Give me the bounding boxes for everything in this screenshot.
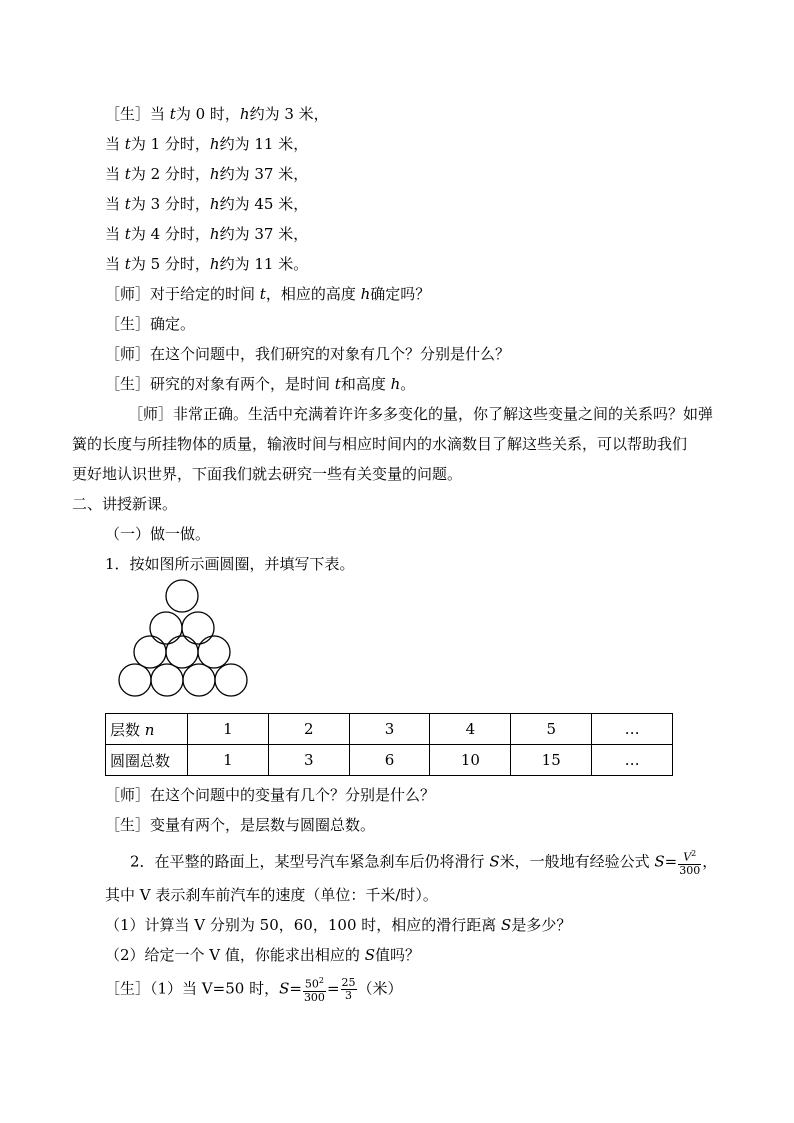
- text-line: 当 t为 5 分时，h约为 11 米。: [105, 255, 309, 273]
- text-line: 当 t为 3 分时，h约为 45 米，: [105, 195, 309, 213]
- velocity-note: 其中 V 表示刹车前汽车的速度（单位：千米/时）。: [105, 886, 438, 904]
- answer-fraction-2: $\frac{25}{3}$: [341, 975, 356, 1002]
- table-cell: 4: [430, 714, 511, 745]
- table-cell: …: [592, 714, 673, 745]
- text-line: ［师］对于给定的时间 t，相应的高度 h确定吗？: [105, 285, 431, 303]
- text-line: 当 t为 4 分时，h约为 37 米，: [105, 225, 309, 243]
- text-line: 1．按如图所示画圆圈，并填写下表。: [105, 555, 355, 573]
- table-cell: 10: [430, 745, 511, 776]
- text-line: ［师］非常正确。生活中充满着许许多多变化的量，你了解这些变量之间的关系吗？如弹: [128, 405, 714, 423]
- formula-fraction: $\frac{V^2}{300}$: [679, 849, 701, 877]
- text-line: 二、讲授新课。: [72, 495, 178, 513]
- answer-fraction-1: $\frac{50^2}{300}$: [303, 976, 325, 1004]
- table-row: [106, 745, 673, 776]
- text-line: 当 t为 1 分时，h约为 11 米，: [105, 135, 309, 153]
- layers-table: [105, 713, 673, 776]
- student-answer: ［生］变量有两个，是层数与圆圈总数。: [105, 816, 376, 834]
- teacher-question: ［师］在这个问题中的变量有几个？分别是什么？: [105, 786, 436, 804]
- table-cell: …: [592, 745, 673, 776]
- text-line: ［生］研究的对象有两个，是时间 t和高度 h。: [105, 375, 416, 393]
- table-cell: 6: [349, 745, 430, 776]
- circle: [151, 664, 183, 696]
- table-cell: 3: [268, 745, 349, 776]
- table-cell: 3: [349, 714, 430, 745]
- table-cell: 5: [511, 714, 592, 745]
- row-header: 圆圈总数: [106, 745, 188, 776]
- circle: [166, 580, 198, 612]
- table-cell: 1: [188, 714, 269, 745]
- circle: [183, 664, 215, 696]
- text-line: ［生］当 t为 0 时，h约为 3 米，: [105, 105, 329, 123]
- circle: [215, 664, 247, 696]
- table-cell: 1: [188, 745, 269, 776]
- text-line: ［生］确定。: [105, 315, 196, 333]
- circle: [150, 612, 182, 644]
- circle: [119, 664, 151, 696]
- circle: [198, 636, 230, 668]
- text-line: 更好地认识世界，下面我们就去研究一些有关变量的问题。: [72, 465, 463, 483]
- answer-1: ［生］（1）当 V=50 时，S= $\frac{50^2}{300}$ = $\frac{25}{3}$ （米）: [105, 975, 403, 1004]
- text-line: ［师］在这个问题中，我们研究的对象有几个？分别是什么？: [105, 345, 511, 363]
- row-header: 层数 n: [106, 714, 188, 745]
- question-1: （1）计算当 V 分别为 50，60，100 时，相应的滑行距离 S是多少？: [105, 916, 572, 934]
- circle: [182, 612, 214, 644]
- table-row: [106, 714, 673, 745]
- circle: [134, 636, 166, 668]
- problem-2: 2．在平整的路面上，某型号汽车紧急刹车后仍将滑行 S米，一般地有经验公式 S= $\frac{V^2}{300}$ ，: [130, 849, 718, 877]
- question-2: （2）给定一个 V 值，你能求出相应的 S值吗？: [105, 946, 420, 964]
- table-cell: 2: [268, 714, 349, 745]
- text-line: 当 t为 2 分时，h约为 37 米，: [105, 165, 309, 183]
- circle-pyramid-figure: [114, 576, 254, 700]
- text-line: 簧的长度与所挂物体的质量，输液时间与相应时间内的水滴数目了解这些关系，可以帮助我们: [72, 435, 688, 453]
- text-line: （一）做一做。: [105, 525, 211, 543]
- table-cell: 15: [511, 745, 592, 776]
- circle: [166, 636, 198, 668]
